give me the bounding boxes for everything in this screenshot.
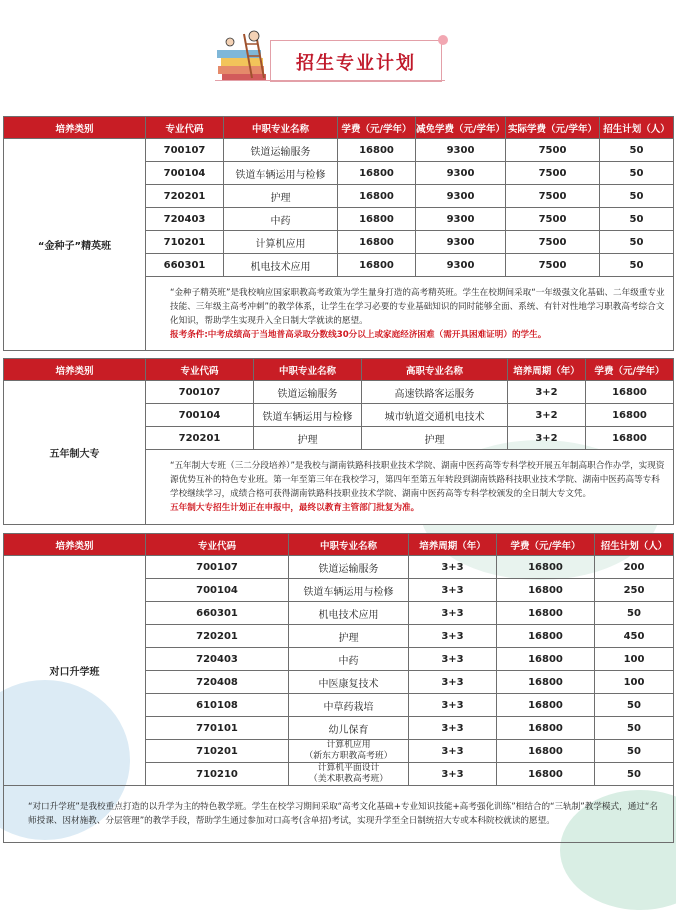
- table1-plan: 50: [600, 185, 674, 208]
- table2-college-major: 护理: [362, 427, 508, 450]
- table3-fee: 16800: [497, 763, 595, 786]
- table1-fee: 16800: [338, 185, 416, 208]
- table1-header-reduction: 减免学费（元/学年）: [416, 117, 506, 139]
- table2-period: 3+2: [508, 381, 586, 404]
- table1-plan: 50: [600, 231, 674, 254]
- table3-major: 铁道运输服务: [289, 556, 409, 579]
- table1-header-category: 培养类别: [4, 117, 146, 139]
- table3-plan: 450: [595, 625, 674, 648]
- table1-header-fee: 学费（元/学年）: [338, 117, 416, 139]
- table1-actual-fee: 7500: [506, 254, 600, 277]
- table1-major: 铁道运输服务: [224, 139, 338, 162]
- table3-fee: 16800: [497, 579, 595, 602]
- table1-note: [146, 277, 674, 351]
- table1-category: “金种子”精英班: [4, 139, 146, 351]
- table2-code: 700104: [146, 404, 254, 427]
- table1-actual-fee: 7500: [506, 185, 600, 208]
- table1-plan: 50: [600, 208, 674, 231]
- table3-major: 幼儿保育: [289, 717, 409, 740]
- table2-condition: 五年制大专招生计划正在申报中，最终以教育主管部门批复为准。: [170, 503, 420, 513]
- table-row: [4, 381, 674, 404]
- table3-fee: 16800: [497, 694, 595, 717]
- table3-plan: 50: [595, 763, 674, 786]
- table2-college-major: 高速铁路客运服务: [362, 381, 508, 404]
- table3-fee: 16800: [497, 648, 595, 671]
- table3-plan: 50: [595, 694, 674, 717]
- page-title: 招生专业计划: [296, 53, 416, 74]
- table3-period: 3+3: [409, 694, 497, 717]
- table-row: [4, 556, 674, 579]
- table3-fee: 16800: [497, 556, 595, 579]
- table3-header-category: 培养类别: [4, 534, 146, 556]
- table3-header-code: 专业代码: [146, 534, 289, 556]
- table-five-year: [3, 358, 674, 525]
- table1-code: 660301: [146, 254, 224, 277]
- table3-code: 720201: [146, 625, 289, 648]
- table1-fee: 16800: [338, 231, 416, 254]
- table2-period: 3+2: [508, 404, 586, 427]
- table1-reduction: 9300: [416, 185, 506, 208]
- table1-actual-fee: 7500: [506, 208, 600, 231]
- table1-plan: 50: [600, 162, 674, 185]
- table3-major-line2: （新东方职教高考班）: [304, 751, 393, 761]
- books-stack-icon: [214, 28, 274, 84]
- table1-major: 铁道车辆运用与检修: [224, 162, 338, 185]
- table3-code: 700107: [146, 556, 289, 579]
- table1-plan: 50: [600, 139, 674, 162]
- table3-major: 中草药栽培: [289, 694, 409, 717]
- table3-note-text: “对口升学班”是我校重点打造的以升学为主的特色教学班。学生在校学习期间采取“高考文化基础+专业知识技能+高考强化训练”相结合的“三轨制”教学模式，通过“名师授课、因材施教、分层管理”的教学手段，帮助学生通过参加对口高考(含单招)考试，实现升学至全日制统招大专或本科院校就读的愿望。: [28, 802, 658, 826]
- table3-major: 铁道车辆运用与检修: [289, 579, 409, 602]
- table1-code: 720403: [146, 208, 224, 231]
- table1-reduction: 9300: [416, 162, 506, 185]
- table3-plan: 100: [595, 671, 674, 694]
- table3-fee: 16800: [497, 717, 595, 740]
- table1-condition: 报考条件:中考成绩高于当地普高录取分数线30分以上或家庭经济困难（需开具困难证明）的学生。: [170, 329, 547, 340]
- table3-code: 720403: [146, 648, 289, 671]
- table1-code: 710201: [146, 231, 224, 254]
- table1-note-text: “金种子精英班”是我校响应国家职教高考政策为学生量身打造的高考精英班。学生在校期间采取“一年级强文化基础、二年级重专业技能、三年级主高考冲刺”的教学体系，让学生在学习必要的专业基础知识的同时能够全面、系统、有针对性地学习职教高考综合文化知识，帮助学生实现升入全日制大学就读的愿望。: [170, 287, 665, 326]
- table3-plan: 200: [595, 556, 674, 579]
- table2-major: 铁道车辆运用与检修: [254, 404, 362, 427]
- table3-fee: 16800: [497, 602, 595, 625]
- table2-header-college-major: 高职专业名称: [362, 359, 508, 381]
- table1-header-major: 中职专业名称: [224, 117, 338, 139]
- table3-major: 中医康复技术: [289, 671, 409, 694]
- table3-major-line1: 计算机平面设计: [317, 763, 380, 773]
- table1-header-plan: 招生计划（人）: [600, 117, 674, 139]
- table3-header-period: 培养周期（年）: [409, 534, 497, 556]
- table3-period: 3+3: [409, 763, 497, 786]
- table3-code: 720408: [146, 671, 289, 694]
- table3-code: 710201: [146, 740, 289, 763]
- table3-code: 770101: [146, 717, 289, 740]
- table3-plan: 250: [595, 579, 674, 602]
- table3-header-fee: 学费（元/学年）: [497, 534, 595, 556]
- table2-header-category: 培养类别: [4, 359, 146, 381]
- table1-code: 700107: [146, 139, 224, 162]
- table2-note: [146, 450, 674, 525]
- table3-note: [4, 786, 674, 843]
- table1-reduction: 9300: [416, 231, 506, 254]
- table2-college-major: 城市轨道交通机电技术: [362, 404, 508, 427]
- table3-header-major: 中职专业名称: [289, 534, 409, 556]
- table3-code: 610108: [146, 694, 289, 717]
- table3-fee: 16800: [497, 671, 595, 694]
- table2-note-text: “五年制大专班（三二分段培养）”是我校与湖南铁路科技职业技术学院、湖南中医药高等专科学校开展五年制高职合作办学，实现资源优势互补的特色专业班。第一年至第三年在我校学习，第四年至第五年转段到湖南铁路科技职业技术学院、湖南中医药高等专科学校继续学习，成绩合格可获得湖南铁路科技职业技术学院、湖南中医药高等专科学校颁发的全日制大专文凭。: [170, 461, 665, 499]
- table3-code: 710210: [146, 763, 289, 786]
- table-counterpart: [3, 533, 674, 843]
- table1-reduction: 9300: [416, 139, 506, 162]
- table1-major: 中药: [224, 208, 338, 231]
- table-golden-seed: [3, 116, 674, 351]
- table1-header-actual-fee: 实际学费（元/学年）: [506, 117, 600, 139]
- table3-header-plan: 招生计划（人）: [595, 534, 674, 556]
- table2-fee: 16800: [586, 427, 674, 450]
- table2-fee: 16800: [586, 404, 674, 427]
- table2-header-major: 中职专业名称: [254, 359, 362, 381]
- table3-fee: 16800: [497, 740, 595, 763]
- table3-period: 3+3: [409, 556, 497, 579]
- table2-code: 700107: [146, 381, 254, 404]
- table2-header-code: 专业代码: [146, 359, 254, 381]
- table2-major: 护理: [254, 427, 362, 450]
- table3-period: 3+3: [409, 717, 497, 740]
- table3-major: 机电技术应用: [289, 602, 409, 625]
- table1-reduction: 9300: [416, 254, 506, 277]
- table3-plan: 50: [595, 717, 674, 740]
- table3-period: 3+3: [409, 625, 497, 648]
- table1-code: 720201: [146, 185, 224, 208]
- table1-major: 计算机应用: [224, 231, 338, 254]
- table2-header-fee: 学费（元/学年）: [586, 359, 674, 381]
- table2-header-period: 培养周期（年）: [508, 359, 586, 381]
- table1-actual-fee: 7500: [506, 162, 600, 185]
- table1-actual-fee: 7500: [506, 139, 600, 162]
- table1-code: 700104: [146, 162, 224, 185]
- table1-fee: 16800: [338, 139, 416, 162]
- table1-reduction: 9300: [416, 208, 506, 231]
- table2-period: 3+2: [508, 427, 586, 450]
- table1-major: 护理: [224, 185, 338, 208]
- table3-code: 700104: [146, 579, 289, 602]
- table3-major: [289, 763, 409, 786]
- table3-period: 3+3: [409, 671, 497, 694]
- table1-major: 机电技术应用: [224, 254, 338, 277]
- table3-plan: 100: [595, 648, 674, 671]
- table2-code: 720201: [146, 427, 254, 450]
- table3-major: 中药: [289, 648, 409, 671]
- table3-period: 3+3: [409, 740, 497, 763]
- table3-category: 对口升学班: [4, 556, 146, 786]
- table3-fee: 16800: [497, 625, 595, 648]
- table3-plan: 50: [595, 602, 674, 625]
- table1-fee: 16800: [338, 162, 416, 185]
- table3-major: [289, 740, 409, 763]
- table3-period: 3+3: [409, 579, 497, 602]
- table2-fee: 16800: [586, 381, 674, 404]
- table3-major: 护理: [289, 625, 409, 648]
- page-header: [0, 0, 676, 110]
- table3-code: 660301: [146, 602, 289, 625]
- table1-plan: 50: [600, 254, 674, 277]
- table2-major: 铁道运输服务: [254, 381, 362, 404]
- table3-period: 3+3: [409, 602, 497, 625]
- table3-major-line1: 计算机应用: [326, 740, 371, 750]
- title-box: [270, 40, 442, 82]
- table3-major-line2: （美术职教高考班）: [308, 774, 389, 784]
- table1-fee: 16800: [338, 208, 416, 231]
- table1-header-code: 专业代码: [146, 117, 224, 139]
- table2-category: 五年制大专: [4, 381, 146, 525]
- table3-plan: 50: [595, 740, 674, 763]
- table-row: [4, 139, 674, 162]
- title-underline: [215, 80, 445, 81]
- table1-actual-fee: 7500: [506, 231, 600, 254]
- table3-period: 3+3: [409, 648, 497, 671]
- table1-fee: 16800: [338, 254, 416, 277]
